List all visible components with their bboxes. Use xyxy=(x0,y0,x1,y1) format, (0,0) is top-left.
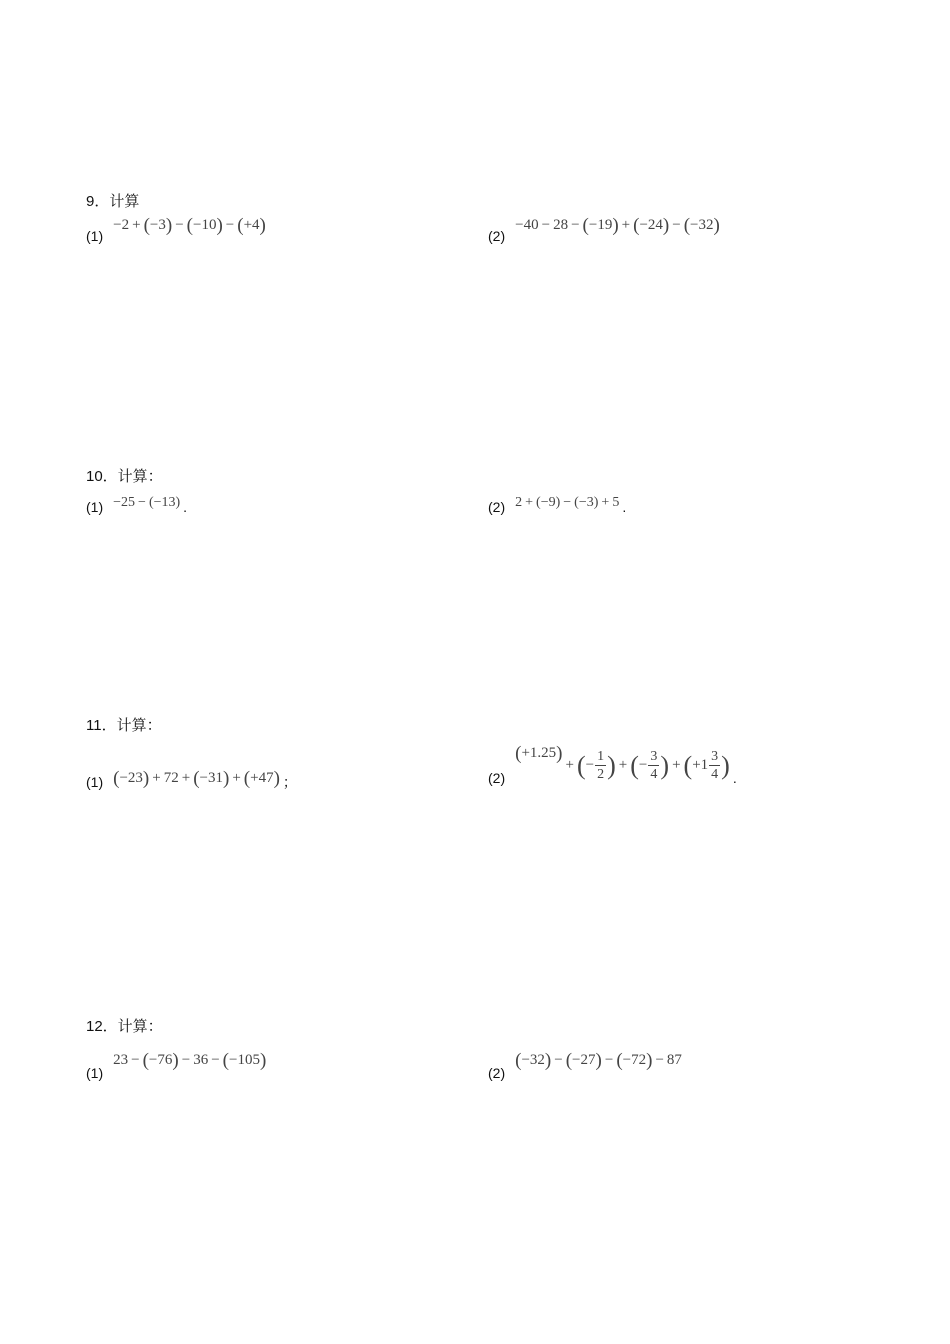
part-number: (1) xyxy=(86,499,104,515)
math-expression: −2 + ( −3 ) − ( −10 ) − ( +4 ) xyxy=(113,215,266,236)
fraction: $\frac{3}{4}$ xyxy=(650,749,658,782)
trailing-punctuation: ； xyxy=(282,774,297,790)
math-expression: −40 − 28 − ( −19 ) + ( −24 ) − ( −32 ) xyxy=(515,215,720,236)
part-2 xyxy=(488,743,737,786)
problem-title: 12．计算： xyxy=(86,1018,163,1035)
fraction: $\frac{3}{4}$ xyxy=(711,749,719,782)
problem-11 xyxy=(86,714,866,834)
problem-10 xyxy=(86,465,866,585)
part-1 xyxy=(86,767,297,792)
part-number: (2) xyxy=(488,227,506,244)
problem-9 xyxy=(86,190,866,310)
part-number: (1) xyxy=(86,774,104,790)
part-2 xyxy=(488,1050,682,1082)
part-1 xyxy=(86,215,266,245)
trailing-punctuation: . xyxy=(622,499,627,515)
math-expression: ( +1.25 ) + ( − $\frac{1}{2}$ ) + ( − $\frac{3}{4}$ ) + ( +1 $\frac{3}{4}$ ) xyxy=(515,743,730,782)
part-number: (2) xyxy=(488,769,506,786)
trailing-punctuation: . xyxy=(183,499,188,515)
part-number: (2) xyxy=(488,499,506,515)
fraction: $\frac{1}{2}$ xyxy=(597,749,605,782)
math-expression: −25 − (−13) xyxy=(113,495,181,510)
part-2 xyxy=(488,495,627,515)
math-expression: ( −32 ) − ( −27 ) − ( −72 ) − 87 xyxy=(515,1050,682,1071)
part-2 xyxy=(488,215,720,245)
math-expression: ( −23 ) + 72 + ( −31 ) + ( +47 ) xyxy=(113,767,280,789)
trailing-punctuation: . xyxy=(732,769,737,786)
part-number: (2) xyxy=(488,1064,506,1081)
problem-title: 11．计算： xyxy=(86,717,162,734)
problem-title: 10．计算： xyxy=(86,468,163,485)
part-1 xyxy=(86,1050,267,1082)
problem-12 xyxy=(86,1015,866,1135)
part-number: (1) xyxy=(86,227,104,244)
math-expression: 23 − ( −76 ) − 36 − ( −105 ) xyxy=(113,1050,267,1071)
problem-title: 9．计算 xyxy=(86,193,140,210)
part-number: (1) xyxy=(86,1064,104,1081)
math-expression: 2 + (−9) − (−3) + 5 xyxy=(515,495,620,510)
part-1 xyxy=(86,495,188,515)
